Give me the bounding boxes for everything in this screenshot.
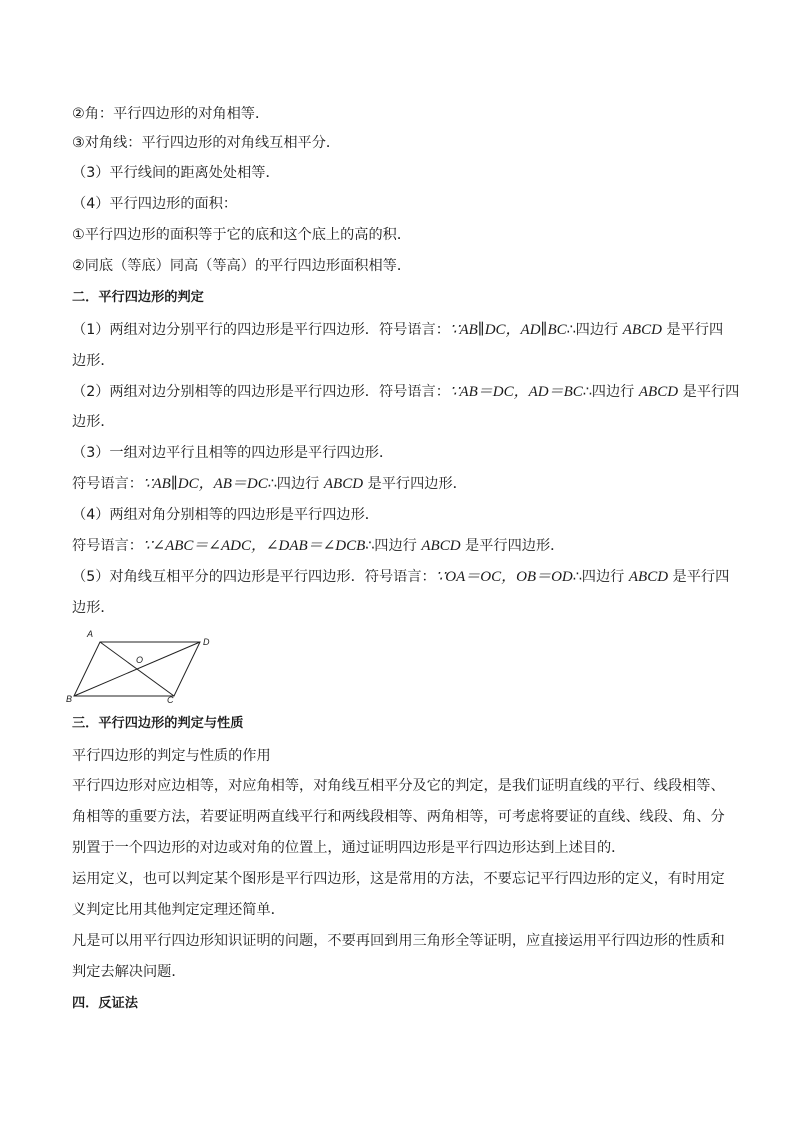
text-span: ∴四边行	[572, 569, 629, 585]
text-line: （3）平行线间的距离处处相等．	[72, 165, 280, 181]
diagonal-bd	[74, 642, 200, 696]
text-span: 符号语言：	[72, 476, 143, 492]
text-line	[72, 320, 723, 340]
text-span: （1）两组对边分别平行的四边形是平行四边形．符号语言：	[72, 322, 450, 338]
math-expression: ABCD	[421, 538, 461, 554]
text-line: 运用定义，也可以判定某个图形是平行四边形，这是常用的方法，不要忘记平行四边形的定义，有时用定	[72, 871, 725, 887]
math-expression: ABCD	[638, 384, 679, 400]
text-line: ①平行四边形的面积等于它的底和这个底上的高的积．	[72, 227, 412, 243]
text-line	[72, 474, 467, 494]
section-heading: 二．平行四边形的判定	[72, 290, 204, 305]
math-expression: ∵OA＝OC，OB＝OD	[435, 569, 573, 585]
text-span: 是平行四	[678, 384, 740, 400]
vertex-label-b: B	[66, 694, 73, 704]
text-span: 符号语言：	[72, 538, 143, 554]
parallelogram-figure	[66, 626, 216, 706]
math-expression: ∵AB∥DC，AB＝DC	[142, 476, 268, 492]
text-line: 义判定比用其他判定定理还简单．	[72, 902, 285, 918]
text-span: （5）对角线互相平分的四边形是平行四边形．符号语言：	[72, 569, 436, 585]
text-span: 是平行四边形．	[363, 476, 467, 492]
text-line: ②角：平行四边形的对角相等．	[72, 106, 270, 122]
text-line: ②同底（等底）同高（等高）的平行四边形面积相等．	[72, 258, 412, 274]
math-expression: ABCD	[323, 476, 364, 492]
text-span: 是平行四	[668, 569, 730, 585]
text-line: 边形．	[72, 600, 115, 616]
section-heading: 三．平行四边形的判定与性质	[72, 716, 244, 731]
math-expression: ABCD	[628, 569, 669, 585]
text-line: （4）两组对角分别相等的四边形是平行四边形．	[72, 507, 379, 523]
text-line: 角相等的重要方法，若要证明两直线平行和两线段相等、两角相等，可考虑将要证的直线、线段、角、分	[72, 809, 725, 825]
vertex-label-d: D	[203, 637, 210, 647]
text-line: 别置于一个四边形的对边或对角的位置上，通过证明四边形是平行四边形达到上述目的．	[72, 840, 626, 856]
text-line: （4）平行四边形的面积：	[72, 196, 238, 212]
math-expression: ∵AB＝DC，AD＝BC	[449, 384, 583, 400]
math-expression: ∵AB∥DC，AD∥BC	[449, 322, 567, 338]
text-span: 是平行四	[661, 322, 724, 338]
text-span: ∴四边行	[582, 384, 639, 400]
text-line: 判定去解决问题．	[72, 964, 186, 980]
math-expression: ∵∠ABC＝∠ADC，∠DAB＝∠DCB	[142, 538, 366, 554]
text-span: 是平行四边形．	[460, 538, 565, 554]
math-expression: ABCD	[622, 322, 662, 338]
text-line	[72, 382, 739, 402]
text-line: （3）一组对边平行且相等的四边形是平行四边形．	[72, 445, 394, 461]
text-span: ∴四边行	[267, 476, 324, 492]
center-label-o: O	[136, 655, 144, 665]
text-span: （2）两组对边分别相等的四边形是平行四边形．符号语言：	[72, 384, 450, 400]
text-line: 边形．	[72, 414, 115, 430]
text-line: 平行四边形的判定与性质的作用	[72, 748, 271, 764]
text-line: 凡是可以用平行四边形知识证明的问题，不要再回到用三角形全等证明，应直接运用平行四边形的性质和	[72, 933, 725, 949]
text-line: ③对角线：平行四边形的对角线互相平分．	[72, 135, 341, 151]
vertex-label-a: A	[87, 629, 94, 639]
section-heading: 四．反证法	[72, 996, 138, 1011]
text-line: 边形．	[72, 353, 115, 369]
vertex-label-c: C	[167, 695, 174, 705]
text-line: 平行四边形对应边相等，对应角相等，对角线互相平分及它的判定，是我们证明直线的平行、线段相等、	[72, 778, 725, 794]
text-span: ∴四边行	[365, 538, 422, 554]
text-line	[72, 567, 729, 587]
text-span: ∴四边行	[566, 322, 623, 338]
text-line	[72, 536, 564, 556]
